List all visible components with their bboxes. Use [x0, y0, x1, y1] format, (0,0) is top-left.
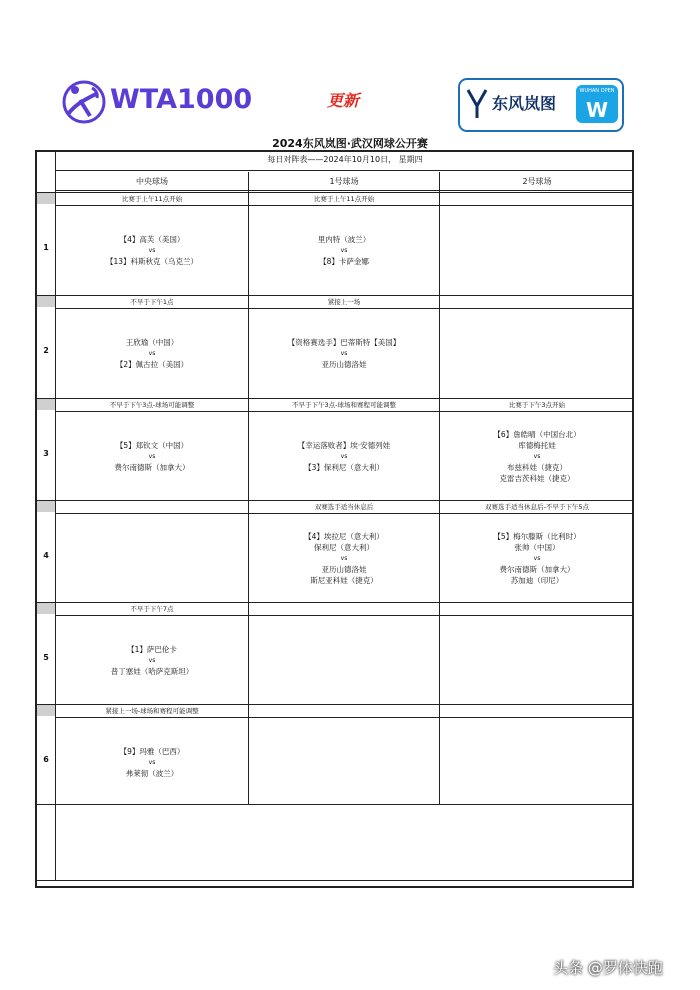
player-name: 【1】萨巴伦卡	[127, 644, 177, 654]
note-divider	[56, 411, 634, 412]
player-name: 普丁塞娃（哈萨克斯坦）	[110, 666, 194, 676]
player-name: 【13】科斯秋克（乌克兰）	[105, 256, 199, 266]
wta-brand-text: WTA1000	[110, 84, 253, 115]
page-title: 2024东风岚图·武汉网球公开赛	[272, 137, 428, 150]
wuhan-open-badge	[576, 85, 618, 123]
schedule-subtitle: 每日对阵表——2024年10月10日， 星期四	[267, 155, 423, 164]
row-marker	[37, 602, 55, 614]
row-number: 4	[43, 551, 49, 560]
wuhan-open-letter: W	[585, 98, 609, 122]
player-name: 【8】卡萨金娜	[319, 256, 369, 266]
update-label: 更新	[327, 91, 360, 110]
row-marker	[37, 192, 55, 204]
match-time-note: 比赛于上午11点开始	[121, 195, 183, 203]
row-number: 2	[43, 346, 49, 355]
voyah-icon	[466, 88, 488, 120]
versus-label: vs	[533, 554, 541, 562]
player-name: 【2】佩古拉（美国）	[115, 359, 189, 369]
match-time-note: 紧接上一场	[327, 298, 361, 306]
versus-label: vs	[148, 452, 156, 460]
row-number: 6	[43, 755, 49, 764]
courts-divider	[56, 190, 634, 191]
versus-label: vs	[533, 452, 541, 460]
row-divider	[37, 804, 634, 805]
note-divider	[56, 205, 634, 206]
match-time-note: 紧接上一场-球场和赛程可能调整	[105, 707, 199, 715]
row-number: 1	[43, 243, 49, 252]
match-time-note: 不早于下午7点	[130, 605, 174, 613]
player-name: 库德梅托娃	[518, 440, 556, 450]
player-name: 保利尼（意大利）	[314, 542, 374, 552]
player-name: 张帅（中国）	[514, 542, 560, 552]
court-column-divider	[439, 172, 440, 804]
court-header-1: 1号球场	[329, 177, 359, 186]
row-number: 5	[43, 653, 49, 662]
wta-logo	[62, 80, 253, 126]
player-name: 王欣瑜（中国）	[125, 337, 179, 347]
note-divider	[56, 717, 634, 718]
court-header-2: 2号球场	[522, 177, 552, 186]
sponsor-logo	[458, 78, 624, 132]
match-time-note: 不早于下午1点	[130, 298, 174, 306]
player-name: 【6】詹皓晴（中国台北）	[493, 429, 581, 439]
player-name: 苏加迪（印尼）	[510, 575, 564, 585]
player-name: 【4】埃拉尼（意大利）	[304, 531, 384, 541]
watermark: 头条 @罗体快跑	[553, 959, 663, 977]
player-name: 布兹科娃（捷克）	[507, 462, 567, 472]
player-name: 亚历山德洛娃	[321, 564, 367, 574]
versus-label: vs	[148, 656, 156, 664]
tennis-player-icon	[62, 80, 106, 124]
player-name: 里内特（波兰）	[317, 234, 371, 244]
player-name: 亚历山德洛娃	[321, 359, 367, 369]
versus-label: vs	[340, 246, 348, 254]
note-divider	[56, 615, 634, 616]
row-marker	[37, 704, 55, 716]
court-header-center: 中央球场	[136, 177, 168, 186]
player-name: 斯尼亚科娃（捷克）	[310, 575, 378, 585]
header-divider	[56, 170, 634, 171]
player-name: 【资格赛选手】巴蒂斯特【美国】	[287, 337, 401, 347]
player-name: 克雷吉茨科娃（捷克）	[499, 473, 575, 483]
player-name: 【5】郑钦文（中国）	[115, 440, 189, 450]
note-divider	[56, 513, 634, 514]
versus-label: vs	[340, 349, 348, 357]
court-column-divider	[248, 172, 249, 804]
match-time-note: 比赛于下午3点开始	[508, 401, 566, 409]
player-name: 【3】保利尼（意大利）	[304, 462, 384, 472]
player-name: 【9】玛雅（巴西）	[119, 746, 185, 756]
player-name: 弗莱彻（波兰）	[125, 768, 179, 778]
match-time-note: 比赛于上午11点开始	[313, 195, 375, 203]
versus-label: vs	[340, 554, 348, 562]
match-time-note: 不早于下午3点-球场可能调整	[109, 401, 195, 409]
wuhan-open-text: WUHAN OPEN	[579, 88, 615, 94]
player-name: 【幸运落败者】埃·安德列娃	[297, 440, 391, 450]
player-name: 【5】梅尔滕斯（比利时）	[493, 531, 581, 541]
player-name: 费尔南德斯（加拿大）	[114, 462, 190, 472]
row-marker	[37, 398, 55, 410]
row-number: 3	[43, 449, 49, 458]
versus-label: vs	[340, 452, 348, 460]
player-name: 费尔南德斯（加拿大）	[499, 564, 575, 574]
player-name: 【4】高芙（美国）	[119, 234, 185, 244]
row-marker	[37, 295, 55, 307]
match-time-note: 双赛选手适当休息后	[314, 503, 374, 511]
match-time-note: 不早于下午3点-球场和赛程可能调整	[292, 401, 396, 409]
sponsor-name: 东风岚图	[492, 94, 557, 113]
note-divider	[56, 308, 634, 309]
row-marker	[37, 500, 55, 512]
match-time-note: 双赛选手适当休息后-不早于下午5点	[485, 503, 589, 511]
versus-label: vs	[148, 246, 156, 254]
versus-label: vs	[148, 758, 156, 766]
versus-label: vs	[148, 349, 156, 357]
table-bottom-line	[35, 880, 634, 881]
